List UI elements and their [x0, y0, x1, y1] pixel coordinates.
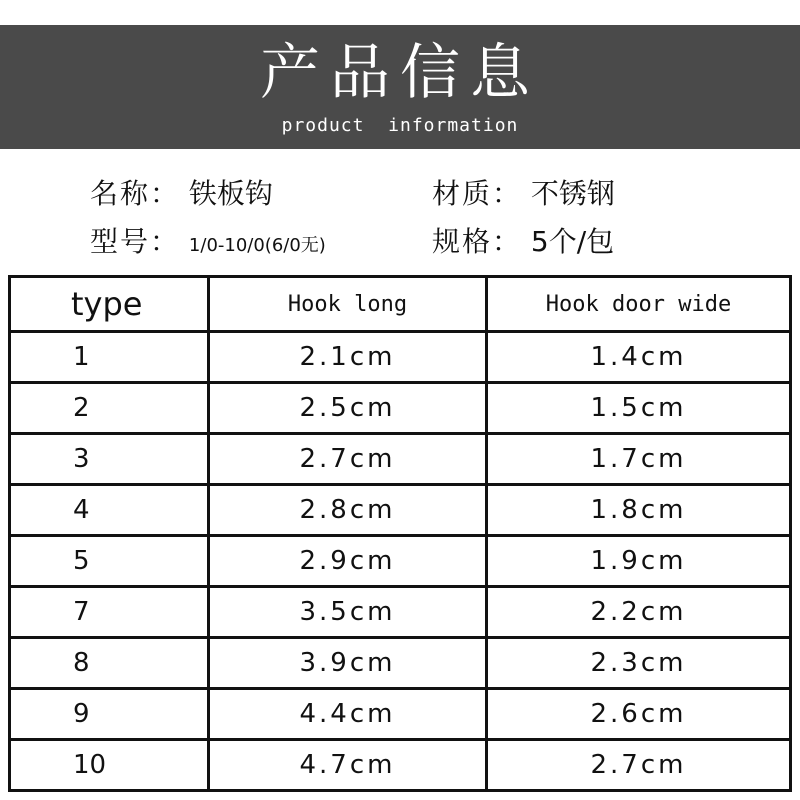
model-label: 型号： — [90, 225, 181, 258]
cell-type: 9 — [10, 689, 209, 740]
cell-hook-long: 4.4cm — [209, 689, 487, 740]
cell-type: 4 — [10, 485, 209, 536]
info-spec — [432, 224, 614, 260]
cell-hook-long: 2.5cm — [209, 383, 487, 434]
table-row — [10, 587, 791, 638]
info-model — [90, 224, 326, 264]
header-hook-door-wide: Hook door wide — [487, 277, 791, 332]
header-type: type — [10, 277, 209, 332]
table-row — [10, 689, 791, 740]
cell-hook-door-wide: 2.7cm — [487, 740, 791, 791]
cell-hook-door-wide: 2.2cm — [487, 587, 791, 638]
table-row — [10, 638, 791, 689]
spec-table — [8, 275, 792, 792]
cell-hook-door-wide: 1.5cm — [487, 383, 791, 434]
name-label: 名称： — [90, 177, 181, 210]
cell-type: 3 — [10, 434, 209, 485]
name-value: 铁板钩 — [188, 177, 273, 210]
table-row — [10, 536, 791, 587]
cell-hook-long: 2.9cm — [209, 536, 487, 587]
table-row — [10, 383, 791, 434]
cell-hook-long: 3.5cm — [209, 587, 487, 638]
cell-hook-door-wide: 1.8cm — [487, 485, 791, 536]
cell-hook-long: 2.7cm — [209, 434, 487, 485]
cell-hook-long: 2.1cm — [209, 332, 487, 383]
table-row — [10, 740, 791, 791]
cell-type: 10 — [10, 740, 209, 791]
spec-value: 5个/包 — [530, 225, 615, 258]
cell-hook-long: 4.7cm — [209, 740, 487, 791]
cell-hook-door-wide: 2.3cm — [487, 638, 791, 689]
banner-title: 产品信息 — [260, 38, 540, 108]
cell-hook-door-wide: 1.7cm — [487, 434, 791, 485]
cell-type: 2 — [10, 383, 209, 434]
info-name — [90, 176, 273, 212]
info-material — [432, 176, 615, 212]
cell-type: 8 — [10, 638, 209, 689]
material-value: 不锈钢 — [530, 177, 615, 210]
material-label: 材质： — [432, 177, 523, 210]
cell-hook-door-wide: 2.6cm — [487, 689, 791, 740]
cell-hook-door-wide: 1.4cm — [487, 332, 791, 383]
model-value: 1/0-10/0(6/0无) — [188, 235, 326, 256]
cell-type: 5 — [10, 536, 209, 587]
header-hook-long: Hook long — [209, 277, 487, 332]
banner-subtitle: product information — [281, 115, 519, 136]
table-header-row — [10, 277, 791, 332]
cell-hook-door-wide: 1.9cm — [487, 536, 791, 587]
table-row — [10, 434, 791, 485]
table-row — [10, 485, 791, 536]
cell-hook-long: 2.8cm — [209, 485, 487, 536]
spec-label: 规格： — [432, 225, 523, 258]
cell-type: 1 — [10, 332, 209, 383]
header-banner — [0, 25, 800, 149]
cell-type: 7 — [10, 587, 209, 638]
cell-hook-long: 3.9cm — [209, 638, 487, 689]
table-row — [10, 332, 791, 383]
